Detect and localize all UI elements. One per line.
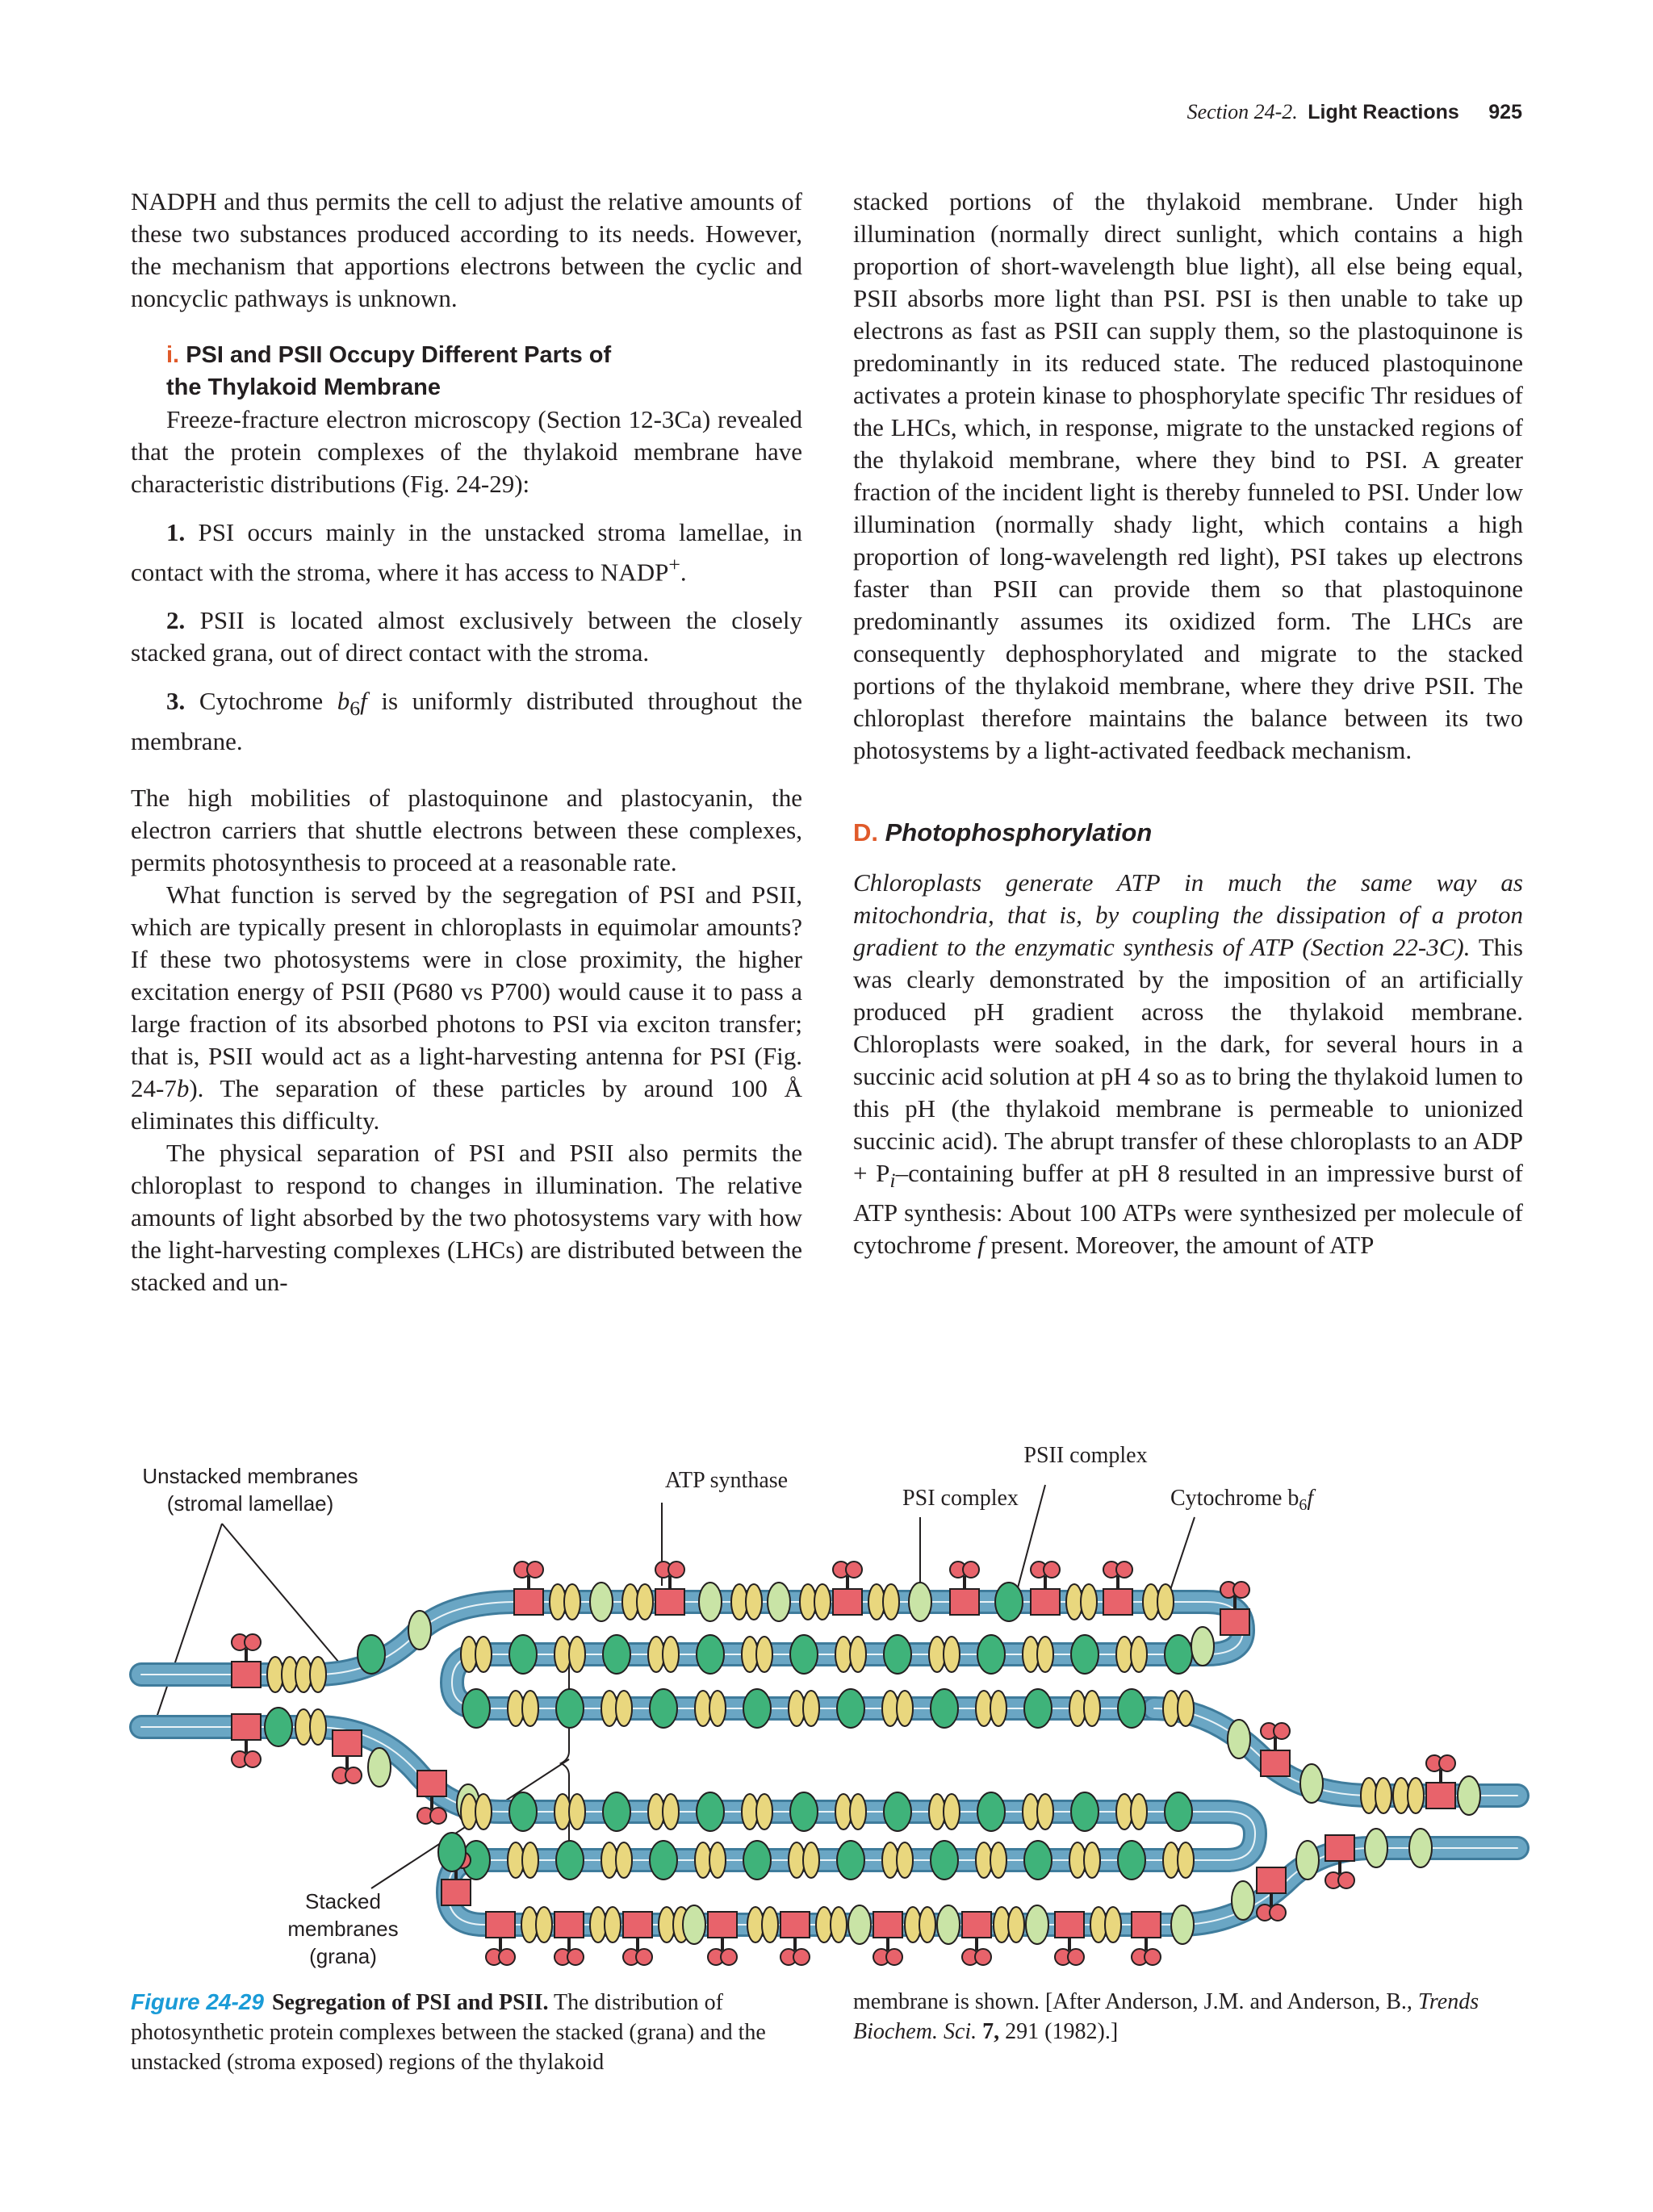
grana-row-1-3-cytochrome-right — [616, 1691, 632, 1726]
grana-row-0-1-psii — [509, 1635, 537, 1674]
list-item-1-end: . — [680, 558, 687, 587]
grana-row-0-4-cytochrome-right — [663, 1637, 679, 1672]
label-cytochrome — [1170, 1486, 1316, 1514]
left-paragraph-4-c: ). The separation of these particles by around 100 Å eliminates this difficulty. — [131, 1073, 802, 1135]
section-title: Photophosphorylation — [885, 818, 1153, 847]
grana-row-3-8-psii — [837, 1841, 864, 1880]
list-item-2-number: 2. — [166, 606, 186, 635]
grana-row-1-11-cytochrome-right — [990, 1691, 1006, 1726]
bottom-row-8-cytochrome-right — [762, 1907, 778, 1942]
bottom-row-3-cytochrome-right — [605, 1907, 621, 1942]
right-upper-2-atp-synthase-base — [1426, 1783, 1455, 1808]
grana-row-3-12-psii — [1024, 1841, 1052, 1880]
grana-row-3-15-cytochrome-right — [1178, 1842, 1194, 1878]
bottom-row-12-atp-synthase-head-right — [886, 1949, 902, 1965]
grana-row-2-3-psii — [603, 1792, 630, 1831]
right-lower-b-2-psi — [1409, 1829, 1432, 1867]
section-marker: D. — [853, 818, 878, 847]
label-stacked-line1: Stacked — [305, 1889, 381, 1913]
grana-row-0-6-cytochrome-right — [756, 1637, 772, 1672]
top-row-12-atp-synthase-head-right — [963, 1562, 979, 1578]
grana-row-0-7-psii — [790, 1635, 818, 1674]
bottom-row-0-atp-synthase-base — [486, 1912, 515, 1938]
right-upper-1-cytochrome-right — [1408, 1778, 1424, 1813]
left-upper-0-atp-synthase-base — [232, 1662, 261, 1687]
grana-row-2-14-cytochrome-right — [1131, 1794, 1147, 1829]
top-row-17-cytochrome-right — [1157, 1584, 1174, 1620]
bottom-row-20-atp-synthase-base — [1132, 1912, 1161, 1938]
left-lower-atp-3-base — [417, 1771, 446, 1796]
top-row-16-atp-synthase-head-right — [1116, 1562, 1132, 1578]
bottom-row-4-atp-synthase-base — [623, 1912, 652, 1938]
list-item-3-b: b — [337, 687, 350, 716]
grana-row-3-14-psii — [1118, 1841, 1145, 1880]
right-paragraph-2-c: present. Moreover, the amount of ATP — [984, 1231, 1375, 1260]
left-paragraph-4-b: b — [176, 1073, 190, 1102]
left-paragraph-5: The physical separation of PSI and PSII also permits the chloroplast to respond to changes in illumination. The relative amounts of light absorbed by the two photosystems vary with how the light-harvesting complexes (LHCs) are distributed between the stacked and un- — [131, 1138, 802, 1296]
caption-volume: 7, — [977, 2019, 1000, 2044]
bottom-row-7-atp-synthase-base — [708, 1912, 737, 1938]
grana-row-1-14-psii — [1118, 1689, 1145, 1728]
grana-row-2-15-psii — [1165, 1792, 1192, 1831]
grana-row-2-10-cytochrome-right — [944, 1794, 960, 1829]
list-item-3-number: 3. — [166, 687, 186, 716]
top-row-7-psi — [768, 1583, 790, 1621]
figure-number: Figure 24-29 — [131, 1989, 264, 2014]
left-lower-0-atp-synthase-head-right — [245, 1751, 261, 1767]
grana-row-3-7-cytochrome-right — [803, 1842, 819, 1878]
grana-row-2-9-psii — [884, 1792, 911, 1831]
grana-row-0-11-psii — [977, 1635, 1005, 1674]
bottom-row-18-atp-synthase-base — [1055, 1912, 1084, 1938]
top-row-4-atp-synthase-head-right — [668, 1562, 684, 1578]
label-unstacked-line2: (stromal lamellae) — [166, 1491, 334, 1516]
left-lower-0-atp-synthase-base — [232, 1714, 261, 1740]
grana-row-0-2-cytochrome-right — [569, 1637, 585, 1672]
right-lower-b-0-atp-synthase-head-right — [1338, 1872, 1354, 1888]
header-section: Section 24-2. — [1186, 100, 1298, 123]
grana-row-3-11-cytochrome-right — [990, 1842, 1006, 1878]
grana-row-0-3-psii — [603, 1635, 630, 1674]
label-stacked-line3: (grana) — [309, 1944, 377, 1968]
bottom-row-15-atp-synthase-base — [962, 1912, 991, 1938]
bottom-row-7-atp-synthase-head-right — [721, 1949, 737, 1965]
top-row-0-atp-synthase-head-right — [527, 1562, 543, 1578]
caption-title: Segregation of PSI and PSII. — [271, 1990, 549, 2015]
bottom-row-4-atp-synthase-head-right — [636, 1949, 652, 1965]
grana-row-0-0-cytochrome-right — [475, 1637, 492, 1672]
right-top-psi — [1191, 1627, 1214, 1666]
grana-row-1-5-cytochrome-right — [709, 1691, 726, 1726]
bottom-row-20-atp-synthase-head-right — [1145, 1949, 1161, 1965]
label-atp-synthase: ATP synthase — [664, 1468, 789, 1493]
left-paragraph-4-a: What function is served by the segregation of PSI and PSII, which are typically present in chloroplasts in equimolar amounts? If these two photosystems were in close proximity, the higher excitation energy of PSII (P680 vs P700) would cause it to pass a large fraction of its absorbed photons to PSI via exciton transfer; that is, PSII would act as a light-harvesting antenna for PSI (Fig. 24-7 — [131, 880, 802, 1102]
label-psii-complex: PSII complex — [1023, 1443, 1148, 1468]
subsection-title-line2: the Thylakoid Membrane — [166, 374, 441, 400]
top-row-14-atp-synthase-base — [1031, 1589, 1060, 1615]
list-item-2-text: PSII is located almost exclusively between the closely stacked grana, out of direct contact with the stroma. — [131, 606, 803, 667]
bottom-row-1-cytochrome-right — [536, 1907, 552, 1942]
grana-row-2-11-psii — [977, 1792, 1005, 1831]
grana-row-0-13-psii — [1071, 1635, 1099, 1674]
nadp-superscript: + — [668, 553, 680, 576]
grana-row-1-2-psii — [556, 1689, 584, 1728]
figure-caption-left — [131, 1987, 802, 2077]
label-psi-complex: PSI complex — [902, 1486, 1019, 1511]
bottom-row-16-cytochrome-right — [1008, 1907, 1024, 1942]
grana-row-3-3-cytochrome-right — [616, 1842, 632, 1878]
right-top-atp-head-right — [1233, 1582, 1249, 1598]
top-row-6-cytochrome-right — [746, 1584, 762, 1620]
label-stacked-line2: membranes — [287, 1917, 399, 1941]
right-upper-0-cytochrome-right — [1375, 1778, 1391, 1813]
bottom-row-15-atp-synthase-head-right — [975, 1949, 991, 1965]
bottom-row-17-psi — [1026, 1905, 1048, 1944]
caption-text-c: 291 (1982).] — [999, 2019, 1119, 2044]
left-lower-atp-3-head-right — [430, 1808, 446, 1824]
caption-text-b: membrane is shown. [After Anderson, J.M. and Anderson, B., — [853, 1989, 1418, 2014]
left-lower-psi — [368, 1748, 391, 1787]
top-row-0-atp-synthase-base — [514, 1589, 543, 1615]
bottom-row-11-psi — [848, 1905, 871, 1944]
grana-row-3-1-cytochrome-right — [522, 1842, 538, 1878]
label-cyt-f: f — [1307, 1486, 1314, 1511]
left-upper-psi — [408, 1611, 431, 1650]
bottom-left-atp-base — [441, 1880, 471, 1905]
top-row-3-cytochrome-right — [637, 1584, 653, 1620]
grana-row-3-4-psii — [650, 1841, 677, 1880]
right-lower-psi — [1232, 1881, 1254, 1920]
bottom-left-psii — [438, 1833, 466, 1871]
list-item-3-f: f — [360, 687, 367, 716]
bottom-row-19-cytochrome-right — [1105, 1907, 1121, 1942]
bottom-row-0-atp-synthase-head-right — [499, 1949, 515, 1965]
subsection-title-line1: PSI and PSII Occupy Different Parts of — [186, 342, 612, 368]
right-paragraph-2-italic: Chloroplasts generate ATP in much the same way as mitochondria, that is, by coupling the dissipation of a proton gradient to the enzymatic synthesis of ATP (Section 22-3C). — [853, 868, 1523, 961]
right-lower-atp-head-right — [1270, 1905, 1286, 1921]
label-cyt-text: Cytochrome b — [1170, 1486, 1299, 1511]
bottom-row-9-atp-synthase-head-right — [793, 1949, 810, 1965]
grana-row-1-10-psii — [931, 1689, 958, 1728]
left-upper-2-cytochrome-right — [310, 1657, 326, 1692]
list-item-3-text-a: Cytochrome — [199, 687, 337, 716]
list-item-1-number: 1. — [166, 518, 186, 546]
top-row-11-psi — [909, 1583, 931, 1621]
list-item-3-sub: 6 — [349, 696, 361, 721]
subsection-marker: i. — [166, 342, 180, 368]
top-row-13-psii — [995, 1583, 1023, 1621]
top-row-15-cytochrome-right — [1081, 1584, 1097, 1620]
grana-row-0-14-cytochrome-right — [1131, 1637, 1147, 1672]
grana-row-0-8-cytochrome-right — [850, 1637, 866, 1672]
left-lower-2-cytochrome-right — [310, 1709, 326, 1745]
grana-row-0-12-cytochrome-right — [1037, 1637, 1053, 1672]
pi-subscript: i — [889, 1169, 896, 1193]
right-lower-b-0-atp-synthase-base — [1325, 1835, 1354, 1861]
list-item-3-text-b: is uniformly distributed throughout the membrane. — [131, 687, 802, 755]
caption-text-a: The distribution of photosynthetic protein complexes between the stacked (grana) and the unstacked (stroma exposed) regions of the thylakoid — [131, 1990, 766, 2075]
grana-row-2-2-cytochrome-right — [569, 1794, 585, 1829]
grana-row-0-10-cytochrome-right — [944, 1637, 960, 1672]
right-upper-3-psi — [1458, 1776, 1480, 1815]
grana-row-3-13-cytochrome-right — [1084, 1842, 1100, 1878]
bottom-row-21-psi — [1171, 1905, 1194, 1944]
list-item-1-text: PSI occurs mainly in the unstacked stroma lamellae, in contact with the stroma, where it has access to NADP — [131, 518, 802, 587]
bottom-row-14-psi — [937, 1905, 960, 1944]
bottom-row-12-atp-synthase-base — [873, 1912, 902, 1938]
grana-row-1-4-psii — [650, 1689, 677, 1728]
header-title: Light Reactions — [1308, 101, 1459, 123]
figure-caption-right — [853, 1987, 1523, 2047]
top-row-9-atp-synthase-head-right — [846, 1562, 862, 1578]
grana-row-2-1-psii — [509, 1792, 537, 1831]
left-lower-atp-2-head-right — [345, 1767, 362, 1783]
top-row-4-atp-synthase-base — [655, 1589, 684, 1615]
top-row-2-psi — [590, 1583, 613, 1621]
grana-row-2-4-cytochrome-right — [663, 1794, 679, 1829]
bottom-row-9-atp-synthase-base — [780, 1912, 810, 1938]
grana-row-1-0-psii — [462, 1689, 490, 1728]
right-mid-psi-2 — [1300, 1764, 1323, 1803]
left-paragraph-3: The high mobilities of plastoquinone and plastocyanin, the electron carriers that shuttle electrons between these complexes, permits photosynthesis to proceed at a reasonable rate. — [131, 783, 802, 876]
right-mid-atp-base — [1261, 1750, 1290, 1776]
grana-row-2-5-psii — [697, 1792, 724, 1831]
bottom-row-2-atp-synthase-base — [554, 1912, 584, 1938]
right-lower-atp-base — [1257, 1867, 1286, 1893]
grana-row-0-9-psii — [884, 1635, 911, 1674]
left-upper-psii — [358, 1635, 385, 1674]
right-upper-2-atp-synthase-head-right — [1439, 1755, 1455, 1771]
grana-row-1-8-psii — [837, 1689, 864, 1728]
right-lower-b-1-psi — [1365, 1829, 1387, 1867]
left-lower-atp-2-base — [333, 1730, 362, 1756]
caption-journal: Trends Biochem. Sci. — [853, 1989, 1479, 2044]
grana-row-3-9-cytochrome-right — [897, 1842, 913, 1878]
top-row-5-psi — [699, 1583, 722, 1621]
top-row-10-cytochrome-right — [883, 1584, 899, 1620]
grana-row-2-7-psii — [790, 1792, 818, 1831]
bottom-row-6-psi — [683, 1905, 705, 1944]
label-unstacked-line1: Unstacked membranes — [142, 1464, 358, 1488]
grana-row-3-10-psii — [931, 1841, 958, 1880]
right-lower-psi-2 — [1296, 1841, 1319, 1880]
right-paragraph-2-a: This was clearly demonstrated by the imposition of an artificially produced pH gradient across the thylakoid membrane. Chloroplasts were soaked, in the dark, for several hours in a succinic acid solution at pH 4 so as to bring the thylakoid lumen to this pH (the thylakoid membrane is permeable to unionized succinic acid). The abrupt transfer of these chloroplasts to an ADP + P — [853, 933, 1523, 1187]
right-mid-psi — [1228, 1720, 1250, 1758]
top-row-8-cytochrome-right — [814, 1584, 831, 1620]
grana-row-1-1-cytochrome-right — [522, 1691, 538, 1726]
grana-row-1-9-cytochrome-right — [897, 1691, 913, 1726]
grana-row-3-6-psii — [743, 1841, 771, 1880]
grana-row-1-15-cytochrome-right — [1178, 1691, 1194, 1726]
bottom-row-18-atp-synthase-head-right — [1068, 1949, 1084, 1965]
grana-row-1-12-psii — [1024, 1689, 1052, 1728]
grana-row-0-15-psii — [1165, 1635, 1192, 1674]
grana-row-0-5-psii — [697, 1635, 724, 1674]
bottom-row-2-atp-synthase-head-right — [567, 1949, 584, 1965]
right-mid-atp-head-right — [1274, 1723, 1290, 1739]
right-top-atp-base — [1220, 1609, 1249, 1635]
right-paragraph-2-f: f — [977, 1231, 985, 1260]
grana-row-1-13-cytochrome-right — [1084, 1691, 1100, 1726]
top-row-14-atp-synthase-head-right — [1044, 1562, 1060, 1578]
bottom-row-13-cytochrome-right — [919, 1907, 935, 1942]
right-paragraph-1: stacked portions of the thylakoid membrane. Under high illumination (normally direct sunlight, which contains a high proportion of short-wavelength blue light), all else being equal, PSII absorbs more light than PSI. PSI is then unable to take up electrons as fast as PSII can supply them, so the plastoquinone is predominantly in its reduced state. The reduced plastoquinone activates a protein kinase to phosphorylate specific Thr residues of the LHCs, which, in response, migrate to the unstacked regions of the thylakoid membrane, where they bind to PSI. A greater fraction of the incident light is thereby funneled to PSI. Under low illumination (normally shady light, which contains a high proportion of long-wavelength red light), PSI takes up electrons faster than PSII can provide them so that plastoquinone predominantly assumes its oxidized form. The LHCs are consequently dephosphorylated and migrate to the stacked portions of the thylakoid membrane, where they drive PSII. The chloroplast therefore maintains the balance between its two photosystems by a light-activated feedback mechanism. — [853, 187, 1523, 764]
left-paragraph-2: Freeze-fracture electron microscopy (Section 12-3Ca) revealed that the protein complexes of the thylakoid membrane have characteristic distributions (Fig. 24-29): — [131, 405, 802, 498]
top-row-12-atp-synthase-base — [950, 1589, 979, 1615]
left-upper-0-atp-synthase-head-right — [245, 1634, 261, 1650]
right-paragraph-2-b: –containing buffer at pH 8 resulted in an impressive burst of ATP synthesis: About 100 ATPs were synthesized per molecule of cytochrome — [853, 1159, 1523, 1260]
left-lower-1-psii — [265, 1708, 292, 1746]
grana-row-2-12-cytochrome-right — [1037, 1794, 1053, 1829]
grana-row-3-5-cytochrome-right — [709, 1842, 726, 1878]
top-row-9-atp-synthase-base — [833, 1589, 862, 1615]
left-paragraph-1: NADPH and thus permits the cell to adjust the relative amounts of these two substances produced according to its needs. However, the mechanism that apportions electrons between the cyclic and noncyclic pathways is unknown. — [131, 187, 802, 312]
grana-row-1-7-cytochrome-right — [803, 1691, 819, 1726]
grana-row-1-6-psii — [743, 1689, 771, 1728]
top-row-1-cytochrome-right — [564, 1584, 580, 1620]
top-row-16-atp-synthase-base — [1103, 1589, 1132, 1615]
page-number: 925 — [1488, 101, 1522, 123]
grana-row-2-6-cytochrome-right — [756, 1794, 772, 1829]
grana-row-2-8-cytochrome-right — [850, 1794, 866, 1829]
grana-row-2-0-cytochrome-right — [475, 1794, 492, 1829]
label-cyt-sub: 6 — [1299, 1496, 1308, 1514]
grana-row-2-13-psii — [1071, 1792, 1099, 1831]
grana-row-3-2-psii — [556, 1841, 584, 1880]
bottom-row-10-cytochrome-right — [831, 1907, 847, 1942]
